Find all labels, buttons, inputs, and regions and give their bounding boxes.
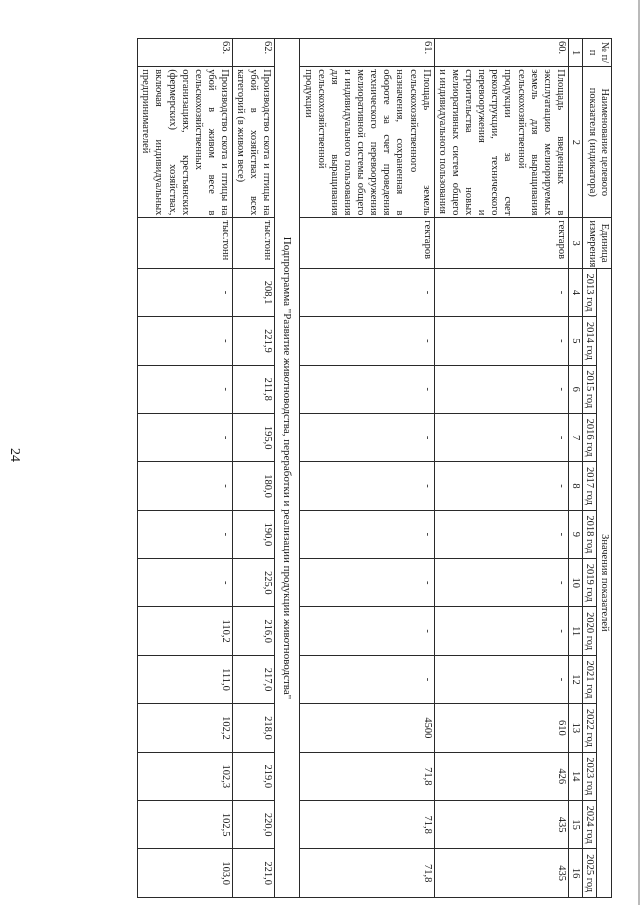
year-header: 2015 год — [582, 365, 597, 413]
index-cell: 11 — [568, 607, 582, 655]
value-cell: - — [138, 365, 233, 413]
year-header: 2023 год — [582, 752, 597, 800]
value-cell: 225,0 — [233, 559, 275, 607]
table-row — [434, 39, 568, 898]
row-unit: тыс.тонн — [138, 218, 233, 268]
section-row — [275, 39, 300, 898]
value-cell: - — [300, 607, 434, 655]
value-cell: 71,8 — [300, 752, 434, 800]
value-cell: 4500 — [300, 704, 434, 752]
indicators-table — [137, 38, 612, 898]
value-cell: 71,8 — [300, 800, 434, 848]
row-name: Производство скота и птицы на убой в живом весе в сельскохозяйственных организациях, крестьянских (фермерских) хозяйствах, включая индивидуальных предпринимателей — [138, 67, 233, 218]
value-cell: - — [138, 462, 233, 510]
value-cell: 208,1 — [233, 268, 275, 316]
value-cell: - — [434, 365, 568, 413]
value-cell: - — [138, 317, 233, 365]
value-cell: - — [434, 607, 568, 655]
table-row — [233, 39, 275, 898]
index-cell: 15 — [568, 800, 582, 848]
value-cell: 211,8 — [233, 365, 275, 413]
index-cell: 8 — [568, 462, 582, 510]
value-cell: 435 — [434, 800, 568, 848]
year-header: 2020 год — [582, 607, 597, 655]
year-header: 2017 год — [582, 462, 597, 510]
table-body-main — [300, 39, 569, 898]
value-cell: 102,2 — [138, 704, 233, 752]
value-cell: 610 — [434, 704, 568, 752]
rotated-table-container — [82, 38, 612, 898]
index-cell: 2 — [568, 67, 582, 218]
value-cell: - — [300, 317, 434, 365]
table-body-livestock — [138, 39, 275, 898]
value-cell: 102,5 — [138, 800, 233, 848]
row-number: 63. — [138, 39, 233, 67]
value-cell: 220,0 — [233, 800, 275, 848]
year-header: 2014 год — [582, 317, 597, 365]
header-unit: Единица измерения — [582, 218, 611, 268]
value-cell: - — [138, 413, 233, 461]
header-name: Наименование целевого показателя (индикатора) — [582, 67, 611, 218]
index-cell: 10 — [568, 559, 582, 607]
value-cell: 221,0 — [233, 849, 275, 898]
row-unit: тыс.тонн — [233, 218, 275, 268]
row-name: Площадь земель сельскохозяйственного назначения, сохраненная в обороте за счет проведения технического перевооружения мелиоративной системы общего и индивидуального пользования для выращивания сельскохозяйственной продукции — [300, 67, 434, 218]
value-cell: 426 — [434, 752, 568, 800]
year-header: 2019 год — [582, 559, 597, 607]
row-unit: гектаров — [300, 218, 434, 268]
value-cell: 216,0 — [233, 607, 275, 655]
value-cell: 195,0 — [233, 413, 275, 461]
value-cell: - — [434, 655, 568, 703]
index-cell: 1 — [568, 39, 582, 67]
index-cell: 12 — [568, 655, 582, 703]
header-num: № п/п — [582, 39, 611, 67]
index-cell: 14 — [568, 752, 582, 800]
value-cell: - — [434, 559, 568, 607]
index-cell: 7 — [568, 413, 582, 461]
index-cell: 6 — [568, 365, 582, 413]
row-unit: гектаров — [434, 218, 568, 268]
value-cell: - — [434, 317, 568, 365]
row-name: Площадь введенных в эксплуатацию мелиорируемых земель для выращивания сельскохозяйственной продукции за счет реконструкции, технического перевооружения и строительства новых мелиоративных систем общего и индивидуального пользования — [434, 67, 568, 218]
year-header: 2021 год — [582, 655, 597, 703]
year-header: 2013 год — [582, 268, 597, 316]
year-header: 2016 год — [582, 413, 597, 461]
row-name: Производство скота и птицы на убой в хозяйствах всех категорий (в живом весе) — [233, 67, 275, 218]
row-number: 62. — [233, 39, 275, 67]
value-cell: - — [300, 559, 434, 607]
value-cell: 190,0 — [233, 510, 275, 558]
index-cell: 9 — [568, 510, 582, 558]
value-cell: 217,0 — [233, 655, 275, 703]
value-cell: - — [434, 462, 568, 510]
value-cell: 71,8 — [300, 849, 434, 898]
table-row — [138, 39, 233, 898]
value-cell: - — [300, 655, 434, 703]
year-header: 2018 год — [582, 510, 597, 558]
year-header: 2024 год — [582, 800, 597, 848]
value-cell: 111,0 — [138, 655, 233, 703]
value-cell: 110,2 — [138, 607, 233, 655]
value-cell: - — [300, 365, 434, 413]
value-cell: 218,0 — [233, 704, 275, 752]
value-cell: - — [300, 268, 434, 316]
value-cell: - — [138, 510, 233, 558]
value-cell: - — [138, 268, 233, 316]
value-cell: - — [434, 413, 568, 461]
value-cell: 102,3 — [138, 752, 233, 800]
index-row — [568, 39, 582, 898]
value-cell: - — [434, 510, 568, 558]
table-row — [300, 39, 434, 898]
value-cell: - — [138, 559, 233, 607]
value-cell: - — [300, 413, 434, 461]
value-cell: - — [300, 510, 434, 558]
value-cell: 219,0 — [233, 752, 275, 800]
row-number: 60. — [434, 39, 568, 67]
value-cell: - — [300, 462, 434, 510]
section-title: Подпрограмма "Развитие животноводства, переработки и реализации продукции животноводства" — [275, 39, 300, 898]
index-cell: 5 — [568, 317, 582, 365]
value-cell: 180,0 — [233, 462, 275, 510]
index-cell: 16 — [568, 849, 582, 898]
index-cell: 4 — [568, 268, 582, 316]
index-cell: 13 — [568, 704, 582, 752]
value-cell: 103,0 — [138, 849, 233, 898]
page-number: 24 — [7, 448, 22, 462]
header-values-group: Значения показателей — [597, 268, 612, 897]
value-cell: - — [434, 268, 568, 316]
index-cell: 3 — [568, 218, 582, 268]
year-header: 2025 год — [582, 849, 597, 898]
row-number: 61. — [300, 39, 434, 67]
value-cell: 435 — [434, 849, 568, 898]
value-cell: 221,9 — [233, 317, 275, 365]
year-header: 2022 год — [582, 704, 597, 752]
